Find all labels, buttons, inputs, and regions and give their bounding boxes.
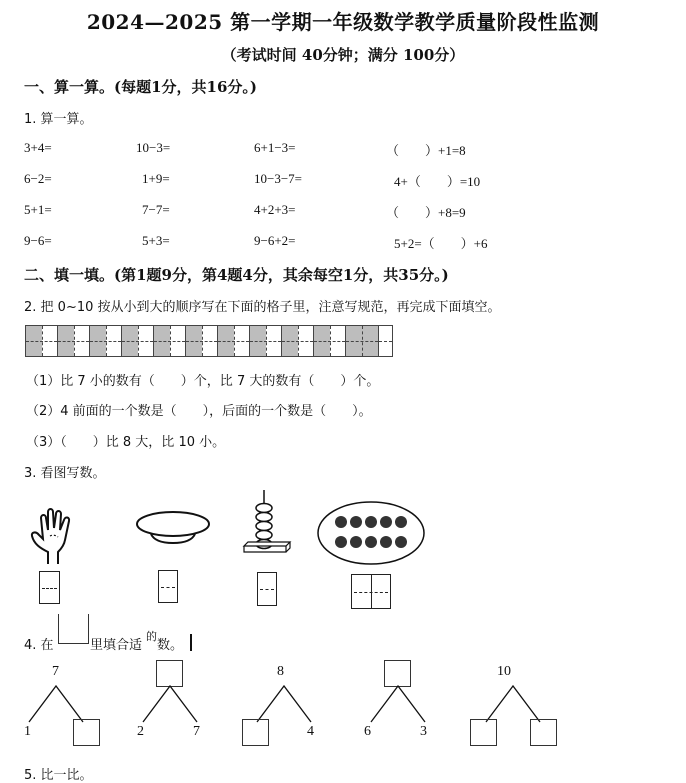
equation: 4+2+3=	[254, 202, 296, 217]
tree-right-number: 7	[193, 724, 200, 739]
equation: 7−7=	[142, 202, 170, 217]
equation: 3+4=	[24, 140, 52, 155]
equation: 9−6=	[24, 233, 52, 248]
grid-cell[interactable]	[90, 326, 122, 356]
tree-answer-box[interactable]	[384, 660, 411, 687]
equation: 9−6+2=	[254, 233, 296, 248]
sub-question-2: （2）4 前面的一个数是（ ），后面的一个数是（ ）。	[26, 404, 372, 419]
question-4-label-sup: 的	[146, 630, 157, 643]
sub-question-1: （1）比 7 小的数有（ ）个，比 7 大的数有（ ）个。	[26, 374, 380, 389]
tree-answer-box[interactable]	[73, 719, 100, 746]
grid-cell[interactable]	[218, 326, 250, 356]
hand-icon	[30, 506, 80, 564]
question-4-label-end: 数。	[157, 638, 184, 653]
question-1-label: 1. 算一算。	[24, 112, 93, 127]
exam-info: （考试时间 40分钟；满分 100分）	[221, 46, 465, 64]
split-lines	[28, 685, 88, 723]
equation: 5+1=	[24, 202, 52, 217]
tree-top-number: 7	[52, 664, 59, 679]
grid-cell[interactable]	[346, 326, 378, 356]
equation: 6−2=	[24, 171, 52, 186]
split-lines	[370, 685, 430, 723]
grid-cell[interactable]	[378, 326, 392, 356]
answer-box[interactable]	[257, 572, 277, 606]
tree-left-number: 2	[137, 724, 144, 739]
tree-left-number: 6	[364, 724, 371, 739]
question-4-label-middle: 里填合适	[90, 638, 143, 653]
equation: 6+1−3=	[254, 140, 296, 155]
equation: （ ）+1=8	[386, 143, 466, 158]
section-2-heading: 二、填一填。(第1题9分，第4题4分，其余每空1分，共35分。)	[24, 266, 449, 284]
tree-answer-box[interactable]	[156, 660, 183, 687]
grid-cell[interactable]	[154, 326, 186, 356]
equation: 10−3−7=	[254, 171, 302, 186]
equation: 4+（ ）=10	[394, 174, 481, 189]
equation: （ ）+8=9	[386, 205, 466, 220]
split-lines	[142, 685, 202, 723]
tree-left-number: 1	[24, 724, 31, 739]
plate-icon	[135, 510, 211, 546]
question-5-label: 5. 比一比。	[24, 768, 93, 783]
question-4-label-start: 4. 在	[24, 638, 54, 653]
chicks-oval-icon	[316, 500, 426, 566]
grid-cell[interactable]	[122, 326, 154, 356]
question-3-label: 3. 看图写数。	[24, 466, 106, 481]
split-lines	[256, 685, 316, 723]
example-box	[58, 614, 89, 644]
question-2-label: 2. 把 0~10 按从小到大的顺序写在下面的格子里，注意写规范，再完成下面填空。	[24, 300, 501, 315]
split-lines	[485, 685, 545, 723]
tree-right-number: 3	[420, 724, 427, 739]
page-title: 2024—2025 第一学期一年级数学教学质量阶段性监测	[86, 10, 600, 34]
answer-box[interactable]	[39, 571, 60, 604]
number-writing-grid[interactable]	[25, 325, 393, 357]
answer-box-two-digit[interactable]	[351, 574, 391, 609]
grid-cell[interactable]	[26, 326, 58, 356]
tree-top-number: 10	[497, 664, 511, 679]
text-cursor	[190, 634, 192, 651]
equation: 5+2=（ ）+6	[394, 236, 488, 251]
grid-cell[interactable]	[186, 326, 218, 356]
answer-box[interactable]	[158, 570, 178, 603]
equation: 1+9=	[142, 171, 170, 186]
grid-cell[interactable]	[314, 326, 346, 356]
equation: 10−3=	[136, 140, 171, 155]
sub-question-3: （3）（ ）比 8 大，比 10 小。	[26, 435, 226, 450]
grid-cell[interactable]	[58, 326, 90, 356]
grid-cell[interactable]	[250, 326, 282, 356]
tree-top-number: 8	[277, 664, 284, 679]
grid-cell[interactable]	[282, 326, 314, 356]
equation: 5+3=	[142, 233, 170, 248]
abacus-icon	[238, 490, 294, 556]
tree-answer-box[interactable]	[242, 719, 269, 746]
tree-right-number: 4	[307, 724, 314, 739]
tree-answer-box[interactable]	[470, 719, 497, 746]
section-1-heading: 一、算一算。(每题1分，共16分。)	[24, 78, 258, 96]
tree-answer-box[interactable]	[530, 719, 557, 746]
